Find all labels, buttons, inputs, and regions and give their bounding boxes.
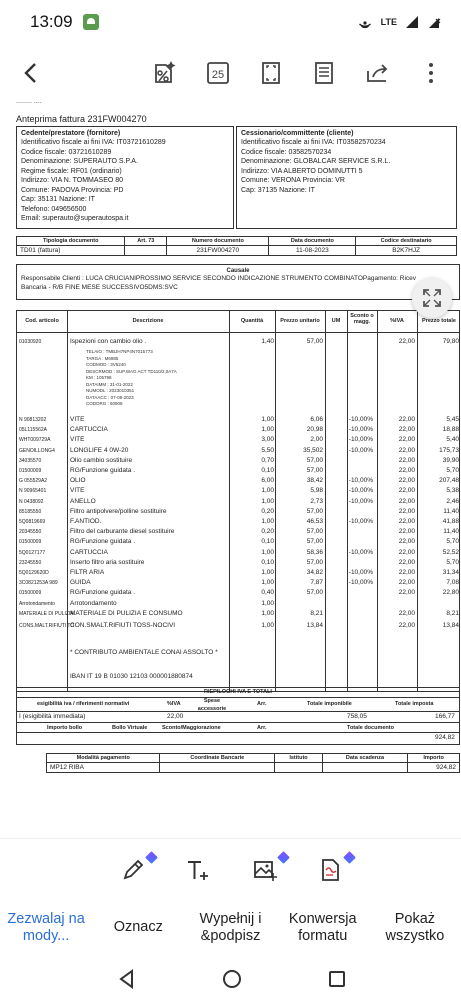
image-plus-icon: [252, 857, 278, 883]
item-unit-price: 46,53: [306, 518, 323, 525]
customer-line: Indirizzo: VIA ALBERTO DOMINUTTI 5: [241, 167, 363, 175]
page-number-label: 25: [211, 69, 225, 81]
col-description-header: Descrizione: [132, 318, 164, 324]
customer-line: Comune: VERONA Provincia: VR: [241, 177, 345, 185]
item-code: 3C0821253A 989: [19, 580, 58, 587]
items-header-row: [17, 311, 459, 333]
item-unit-price: 57,00: [306, 538, 323, 546]
item-vat: 22,00: [398, 538, 415, 546]
invoice-document[interactable]: [0, 100, 461, 820]
item-vat: 22,00: [398, 456, 415, 464]
item-total: 52,52: [442, 548, 459, 556]
item-quantity: 0,10: [261, 558, 274, 566]
supplier-line: Identificativo fiscale ai fini IVA: IT03721610289: [21, 139, 166, 147]
item-unit-price: 57,00: [306, 338, 323, 345]
document-info-table: [16, 236, 457, 256]
item-vat: 22,00: [398, 609, 415, 617]
customer-header: Cessionario/committente (cliente): [241, 130, 354, 137]
doc-date-value: 11-08-2023: [269, 246, 356, 256]
item-code: 01500009: [19, 590, 42, 597]
supplier-line: Codice fiscale: 03721610289: [21, 148, 112, 156]
item-vat: 22,00: [398, 477, 415, 485]
item-quantity: 6,00: [261, 477, 274, 485]
item-vat: 22,00: [398, 621, 415, 629]
col-code-header: Cod. articolo: [25, 318, 59, 324]
pencil-icon: [120, 857, 146, 883]
vat-row-tax: 166,77: [435, 713, 455, 721]
document-layout-icon: [310, 59, 338, 87]
supplier-line: Denominazione: SUPERAUTO S.P.A.: [21, 158, 138, 166]
item-quantity: 0,10: [261, 538, 274, 546]
item-total: 11,40: [443, 507, 459, 515]
item-vat: 22,00: [398, 528, 415, 536]
totals-row: [17, 732, 459, 742]
premium-diamond-icon: [145, 851, 158, 864]
system-nav-bar: [0, 960, 461, 999]
vat-summary-header: RIEPILOGHI IVA E TOTALI: [17, 688, 459, 698]
item-code: 5Q0127177: [19, 549, 46, 556]
item-description: GUIDA: [70, 579, 91, 587]
col-discount-header: Sconto o magg.: [350, 313, 374, 325]
item-unit-price: 6,06: [310, 416, 323, 423]
item-vat: 22,00: [398, 507, 415, 515]
supplier-line: Email: superauto@superautospa.it: [21, 214, 129, 222]
vehicle-info-line: DATAIMM : 31-01-2022: [86, 381, 133, 387]
android-notification-icon: [83, 14, 99, 30]
item-quantity: 1,00: [261, 579, 274, 587]
reading-mode-button[interactable]: [307, 56, 341, 90]
battery-icon: [427, 15, 441, 29]
chevron-left-icon: [17, 59, 45, 87]
customer-box: [236, 126, 457, 229]
vat-row-esigibilita: I (esigibilità immediata): [19, 713, 86, 721]
vehicle-info: [86, 349, 177, 408]
vat-row-taxable: 758,05: [347, 713, 367, 721]
item-vat: 22,00: [398, 548, 415, 556]
status-bar: [0, 0, 461, 44]
item-total: 79,80: [442, 338, 459, 345]
item-quantity: 0,70: [261, 456, 274, 464]
triangle-back-icon: [116, 968, 138, 990]
item-total: 8,21: [446, 609, 459, 617]
institute-header: Istituto: [275, 754, 323, 763]
vehicle-info-line: DATAACC : 07-08-2023: [86, 394, 134, 400]
nav-recents-button[interactable]: [326, 968, 348, 990]
vat-summary-box: [16, 687, 460, 745]
item-description: RG/Funzione guidata .: [70, 538, 136, 546]
vat-row-rate: 22,00: [167, 713, 184, 721]
col-um-header: UM: [331, 318, 341, 324]
item-code: WHT009729A: [19, 437, 51, 444]
item-code: 5Q0819669: [19, 519, 46, 525]
item-vat: 22,00: [398, 487, 415, 495]
institute-value: [275, 763, 323, 773]
network-type: LTE: [380, 17, 397, 27]
item-quantity: 1,00: [261, 569, 274, 576]
item-quantity: 0,20: [261, 507, 274, 515]
item-total: 5,38: [446, 487, 459, 495]
item-quantity: 0,10: [261, 467, 274, 474]
item-code: 01500009: [19, 539, 42, 546]
item-discount: -10,00%: [348, 477, 373, 485]
item-description: CON.SMALT.RIFIUTI TOSS-NOCIVI: [70, 621, 176, 629]
convert-pdf-tool-button[interactable]: [318, 857, 348, 887]
item-vat: 22,00: [398, 436, 415, 444]
bank-coords-header: Coordinate Bancarie: [160, 754, 275, 763]
virtual-stamp-header: Bollo Virtuale: [112, 725, 148, 732]
totals-header-row: [17, 722, 459, 732]
item-total: 31,34: [442, 569, 459, 576]
item-vat: 22,00: [398, 497, 415, 505]
vat-col-tax: Totale imposta: [395, 701, 434, 708]
tab-fill-sign[interactable]: Wypełnij i &podpisz: [199, 910, 262, 944]
customer-line: Cap: 37135 Nazione: IT: [241, 186, 315, 194]
causale-box: [16, 264, 460, 300]
item-row: [17, 337, 459, 348]
item-total: 41,88: [442, 518, 459, 525]
invoice-title: Anteprima fattura 231FW004270: [16, 114, 147, 124]
item-unit-price: 34,82: [306, 569, 323, 576]
bottom-tab-bar: [0, 898, 461, 958]
item-quantity: 1,00: [261, 518, 274, 525]
nav-home-button[interactable]: [221, 968, 243, 990]
item-discount: -10,00%: [348, 497, 373, 505]
status-time: 13:09: [30, 12, 73, 31]
item-discount: -10,00%: [348, 548, 373, 556]
vat-summary-row: [17, 712, 459, 722]
item-quantity: 0,40: [261, 589, 274, 597]
due-date-value: [322, 763, 407, 773]
item-quantity: 1,00: [261, 426, 274, 434]
item-code: 20345550: [19, 529, 42, 536]
recipient-code-value: B2K7HJZ: [356, 246, 457, 256]
item-description: CARTUCCIA: [70, 426, 108, 434]
item-description: Filtro del carburante diesel sostituire: [70, 528, 175, 536]
item-code: N 90813202: [19, 417, 47, 423]
totals-arr-header: Arr.: [257, 725, 267, 732]
amount-value: 924,82: [408, 763, 460, 773]
item-vat: 22,00: [398, 416, 415, 423]
fullscreen-button[interactable]: [254, 56, 288, 90]
item-description: RG/Funzione guidata .: [70, 589, 136, 597]
item-description: OLIO: [70, 477, 86, 485]
item-unit-price: 2,00: [310, 436, 323, 444]
vehicle-info-line: DESCRMOD : SUP.WAG ACT TD110/2,0A7A: [86, 368, 177, 374]
art73-value: [125, 246, 167, 256]
supplier-line: Telefono: 049656500: [21, 205, 87, 213]
item-total: 18,88: [442, 426, 459, 434]
item-unit-price: 57,00: [306, 589, 323, 597]
causale-line-2: Bancaria - R/B FINE MESE SUCCESSIVO5DMS:SVC: [21, 283, 178, 291]
item-unit-price: 57,00: [306, 467, 323, 474]
item-description: VITE: [70, 416, 85, 423]
item-description: Arrotondamento: [70, 599, 117, 607]
compress-button[interactable]: [146, 56, 180, 90]
item-unit-price: 8,21: [310, 609, 323, 617]
item-unit-price: 57,00: [306, 456, 323, 464]
item-vat: 22,00: [398, 467, 415, 474]
premium-diamond-icon: [343, 851, 356, 864]
col-quantity-header: Quantità: [240, 318, 264, 324]
item-unit-price: 35,502: [303, 446, 323, 454]
vat-col-esigibilita: esigibilità iva / riferimenti normativi: [37, 701, 130, 708]
expand-arrows-icon: [421, 287, 443, 309]
item-quantity: 1,00: [261, 621, 274, 629]
item-unit-price: 57,00: [306, 507, 323, 515]
stamp-duty-header: Importo bollo: [47, 725, 83, 732]
vat-col-rate: %IVA: [167, 701, 181, 708]
items-table: [16, 310, 460, 692]
item-vat: 22,00: [398, 589, 415, 597]
item-description: FILTR ARIA: [70, 569, 105, 576]
item-total: 5,70: [446, 538, 459, 546]
viewer-toolbar: [0, 44, 461, 104]
item-quantity: 0,20: [261, 528, 274, 536]
causale-line-1: Responsabile Clienti : LUCA CRUCIANIPROSSIMO SERVICE SECONDO INDICAZIONE STRUMENTO COMBINATOPagamento: Ricev: [21, 275, 417, 283]
item-code: G 055529A2: [19, 478, 48, 485]
due-date-header: Data scadenza: [322, 754, 407, 763]
text-plus-icon: [185, 857, 211, 883]
item-code: 01030920: [19, 339, 42, 345]
supplier-line: Comune: PADOVA Provincia: PD: [21, 186, 124, 194]
more-vertical-icon: [417, 59, 445, 87]
vehicle-info-line: KM : 105798: [86, 375, 112, 381]
add-text-tool-button[interactable]: [185, 857, 215, 887]
item-description: ANELLO: [70, 497, 96, 505]
hotspot-icon: [357, 14, 373, 30]
item-vat: 22,00: [398, 426, 415, 434]
contributo-note: * CONTRIBUTO AMBIENTALE CONAI ASSOLTO *: [70, 649, 218, 656]
supplier-details: [21, 138, 229, 223]
item-quantity: 5,50: [261, 446, 274, 454]
tab-show-all[interactable]: Pokaż wszystko: [385, 910, 445, 944]
payment-method-value: MP12 RIBA: [47, 763, 160, 773]
vat-col-expenses: Spese accessorie: [197, 698, 227, 712]
discount-surcharge-header: Sconto/Maggiorazione: [162, 725, 221, 732]
doc-type-value: TD01 (fattura): [17, 246, 125, 256]
item-vat: 22,00: [398, 446, 415, 454]
item-description: Olio cambio sostituire: [70, 456, 133, 464]
causale-header: Causale: [226, 268, 250, 274]
pdf-convert-icon: [318, 857, 344, 883]
item-discount: -10,00%: [348, 579, 373, 587]
item-unit-price: 57,00: [306, 558, 323, 566]
draw-tool-button[interactable]: [120, 857, 150, 887]
item-description: Inserto filtro aria sostituire: [70, 558, 145, 566]
item-total: 5,70: [446, 558, 459, 566]
item-total: 2,46: [446, 497, 459, 505]
doc-date-header: Data documento: [269, 237, 356, 246]
item-row: [17, 621, 459, 632]
supplier-line: Indirizzo: VIA N. TOMMASEO 80: [21, 177, 124, 185]
item-total: 39,90: [442, 456, 459, 464]
item-quantity: 1,00: [261, 416, 274, 423]
item-quantity: 1,00: [261, 599, 274, 607]
item-discount: -10,00%: [348, 416, 373, 423]
vehicle-info-line: TELAIO : TMBJH7NP4N7015773: [86, 349, 153, 354]
more-options-button[interactable]: [414, 56, 448, 90]
item-description: MATERIALE DI PULIZIA E CONSUMO: [70, 609, 183, 617]
doc-type-header: Tipologia documento: [17, 237, 125, 246]
item-quantity: 3,00: [261, 436, 274, 444]
customer-line: Codice fiscale: 03582570234: [241, 148, 332, 156]
item-description: CARTUCCIA: [70, 548, 108, 556]
customer-line: Denominazione: GLOBALCAR SERVICE S.R.L.: [241, 158, 391, 166]
vat-summary-header-row: [17, 698, 459, 712]
item-quantity: 1,40: [261, 338, 274, 345]
circle-home-icon: [221, 968, 243, 990]
bank-coords-value: [160, 763, 275, 773]
recipient-code-header: Codice destinatario: [356, 237, 457, 246]
col-total-header: Prezzo totale: [422, 318, 456, 324]
item-description: Filtro antipolvere/polline sostituire: [70, 507, 167, 515]
item-total: 207,48: [439, 477, 459, 485]
customer-details: [241, 138, 452, 195]
edit-tools-bar: [0, 838, 461, 898]
item-code: 01500009: [19, 468, 42, 474]
item-unit-price: 57,00: [306, 528, 323, 536]
item-code: Arrotondamento: [19, 600, 55, 607]
doc-top-mark: -------- ----: [16, 100, 42, 106]
square-recents-icon: [326, 968, 348, 990]
share-icon: [363, 59, 391, 87]
item-code: 34035570: [19, 457, 42, 464]
item-code: 5Q0129620D: [19, 570, 49, 576]
payment-method-header: Modalità pagamento: [47, 754, 160, 763]
supplier-header: Cedente/prestatore (fornitore): [21, 130, 121, 137]
item-description: LONGLIFE 4 0W-20: [70, 446, 129, 454]
item-unit-price: 38,42: [306, 477, 323, 485]
customer-line: Identificativo fiscale ai fini IVA: IT03582570234: [241, 139, 386, 147]
col-unit-price-header: Prezzo unitario: [280, 318, 320, 324]
vehicle-info-line: NUMODL : 2023010351: [86, 388, 135, 394]
total-document-header: Totale documento: [347, 725, 394, 732]
item-total: 22,80: [442, 589, 459, 597]
doc-number-header: Numero documento: [167, 237, 269, 246]
payment-table: [46, 753, 460, 773]
amount-header: Importo: [408, 754, 460, 763]
item-total: 5,45: [446, 416, 459, 423]
item-unit-price: 20,98: [306, 426, 323, 434]
tab-convert-format[interactable]: Konwersja formatu: [288, 910, 357, 944]
tab-allow-edit[interactable]: Zezwalaj na mody...: [7, 910, 85, 944]
item-description: Ispezioni con cambio olio .: [70, 338, 147, 345]
vat-col-arr: Arr.: [257, 701, 267, 708]
item-code: N 90965401: [19, 488, 47, 495]
item-discount: -10,00%: [348, 569, 373, 576]
item-total: 5,40: [446, 436, 459, 444]
item-code: 85185550: [19, 508, 42, 515]
vat-col-taxable: Totale imponibile: [307, 701, 352, 708]
item-code: MATERIALE DI PULIZIA: [19, 610, 74, 617]
item-vat: 22,00: [398, 338, 415, 345]
item-code: 05L115562A: [19, 427, 47, 434]
premium-diamond-icon: [277, 851, 290, 864]
supplier-box: [16, 126, 234, 229]
supplier-line: Cap: 35131 Nazione: IT: [21, 196, 95, 204]
item-vat: 22,00: [398, 558, 415, 566]
expand-fab-button[interactable]: [412, 278, 452, 318]
item-discount: -10,00%: [348, 436, 373, 444]
art73-header: Art. 73: [125, 237, 167, 246]
item-code: N 0438092: [19, 498, 44, 505]
item-discount: -10,00%: [348, 446, 373, 454]
item-discount: -10,00%: [348, 518, 373, 525]
doc-number-value: 231FW004270: [167, 246, 269, 256]
item-code: 23245550: [19, 559, 42, 566]
back-button[interactable]: [14, 56, 48, 90]
item-vat: 22,00: [398, 579, 415, 587]
item-unit-price: 13,84: [306, 621, 323, 629]
signal-icon: [405, 15, 419, 29]
crop-frame-icon: [257, 59, 285, 87]
add-image-tool-button[interactable]: [252, 857, 282, 887]
item-unit-price: 58,36: [306, 548, 323, 556]
item-vat: 22,00: [398, 518, 415, 525]
vehicle-info-line: TARGA : M6985: [86, 355, 119, 361]
item-description: VITE: [70, 436, 85, 444]
col-vat-header: %IVA: [390, 318, 404, 324]
item-quantity: 1,00: [261, 548, 274, 556]
item-total: 5,70: [446, 467, 459, 474]
nav-back-button[interactable]: [116, 968, 138, 990]
item-description: F.ANTIOD.: [70, 518, 102, 525]
item-description: RG/Funzione guidata .: [70, 467, 136, 474]
item-code: CONS.MALT.RIFIUTI TO: [19, 622, 75, 629]
vehicle-info-line: CODORG : 60908: [86, 401, 123, 407]
item-discount: -10,00%: [348, 487, 373, 495]
item-quantity: 1,00: [261, 609, 274, 617]
item-total: 7,08: [446, 579, 459, 587]
item-quantity: 1,00: [261, 487, 274, 495]
iban-note: IBAN IT 19 B 01030 12103 000001880874: [70, 673, 193, 680]
total-document-value: 924,82: [435, 734, 455, 742]
item-description: VITE: [70, 487, 85, 495]
page-number-button[interactable]: [201, 56, 235, 90]
supplier-line: Regime fiscale: RF01 (ordinario): [21, 167, 122, 175]
item-row: [17, 609, 459, 620]
item-total: 175,73: [439, 446, 459, 454]
item-unit-price: 7,87: [310, 579, 323, 587]
tab-annotate[interactable]: Oznacz: [113, 919, 163, 936]
compress-file-icon: [149, 59, 177, 87]
status-indicators: [357, 14, 441, 30]
item-total: 13,84: [442, 621, 459, 629]
item-discount: -10,00%: [348, 426, 373, 434]
item-unit-price: 2,73: [310, 497, 323, 505]
page-number-icon: [204, 59, 232, 87]
item-quantity: 1,00: [261, 497, 274, 505]
item-code: GENOILLONG4: [19, 447, 55, 454]
item-unit-price: 5,98: [310, 487, 323, 495]
share-button[interactable]: [360, 56, 394, 90]
item-vat: 22,00: [398, 569, 415, 576]
item-total: 11,40: [443, 528, 459, 536]
vehicle-info-line: CODMOD : 3V5240: [86, 362, 126, 368]
